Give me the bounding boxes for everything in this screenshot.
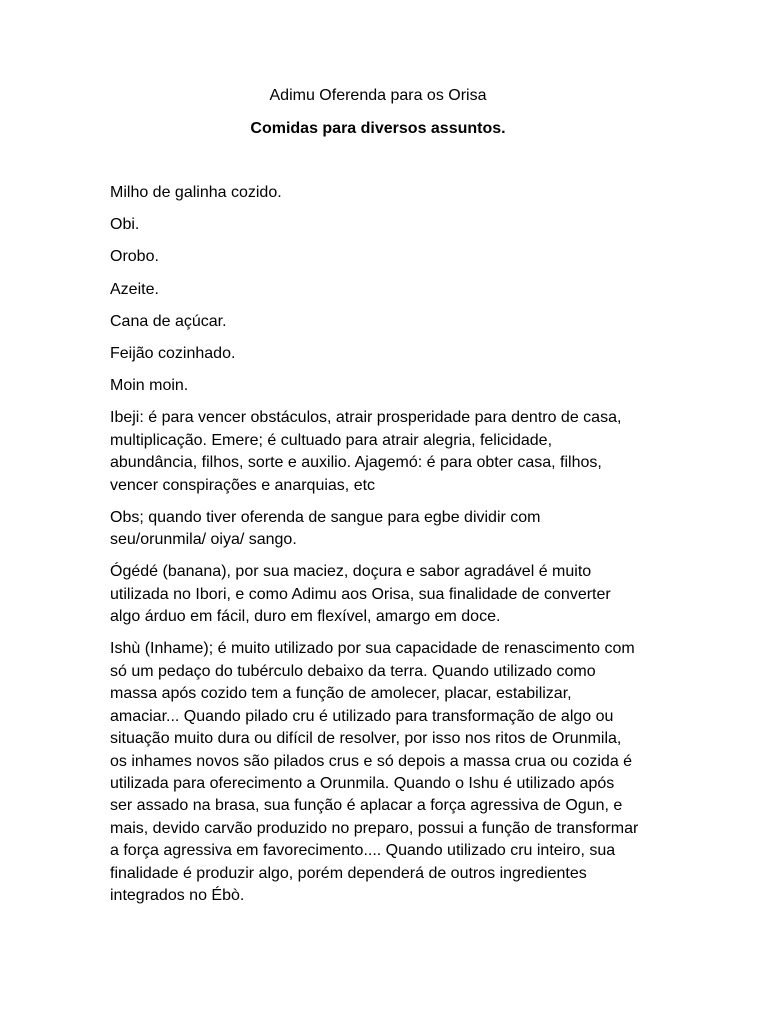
paragraph-obs: Obs; quando tiver oferenda de sangue para egbe dividir com seu/orunmila/ oiya/ sango. (110, 508, 541, 549)
list-item: Obi. (110, 216, 140, 234)
paragraph-ishu: Ishù (Inhame); é muito utilizado por sua capacidade de renascimento com só um pedaço do tubérculo debaixo da terra. Quando utilizado como massa após cozido tem a função de amolecer, placar, estabilizar, amaciar... Quando pilado cru é utilizado para transformação de algo ou situação muito dura ou difícil de resolver, por isso nos ritos de Orunmila, os inhames novos são pilados crus e só depois a massa crua ou cozida é utilizada para oferecimento a Orunmila. Quando o Ishu é utilizado após ser assado na brasa, sua função é aplacar a força agressiva de Ogun, e mais, devido carvão produzido no preparo, possui a função de transformar a força agressiva em favorecimento.... Quando utilizado cru inteiro, sua finalidade é produzir algo, porém dependerá de outros ingredientes integrados no Ébò. (110, 640, 639, 904)
document-title: Adimu Oferenda para os Orisa (269, 87, 487, 104)
list-item: Milho de galinha cozido. (110, 184, 282, 201)
paragraph-ogede: Ógédé (banana), por sua maciez, doçura e sabor agradável é muito utilizada no Ibori, e como Adimu aos Orisa, sua finalidade de converter algo árduo em fácil, duro em flexível, amargo em doce. (110, 563, 611, 626)
paragraph-ibeji: Ibeji: é para vencer obstáculos, atrair prosperidade para dentro de casa, multiplicação. Emere; é cultuado para atrair alegria, felicidade, abundância, filhos, sorte e auxilio. Ajagemó: é para obter casa, filhos, vencer conspirações e anarquias, etc (110, 409, 622, 494)
list-item: Feijão cozinhado. (110, 345, 236, 363)
document-subtitle: Comidas para diversos assuntos. (250, 120, 506, 137)
list-item: Orobo. (110, 248, 159, 266)
list-item: Cana de açúcar. (110, 312, 227, 330)
list-item: Azeite. (110, 280, 159, 298)
document-body (110, 182, 662, 917)
list-item: Moin moin. (110, 377, 189, 395)
